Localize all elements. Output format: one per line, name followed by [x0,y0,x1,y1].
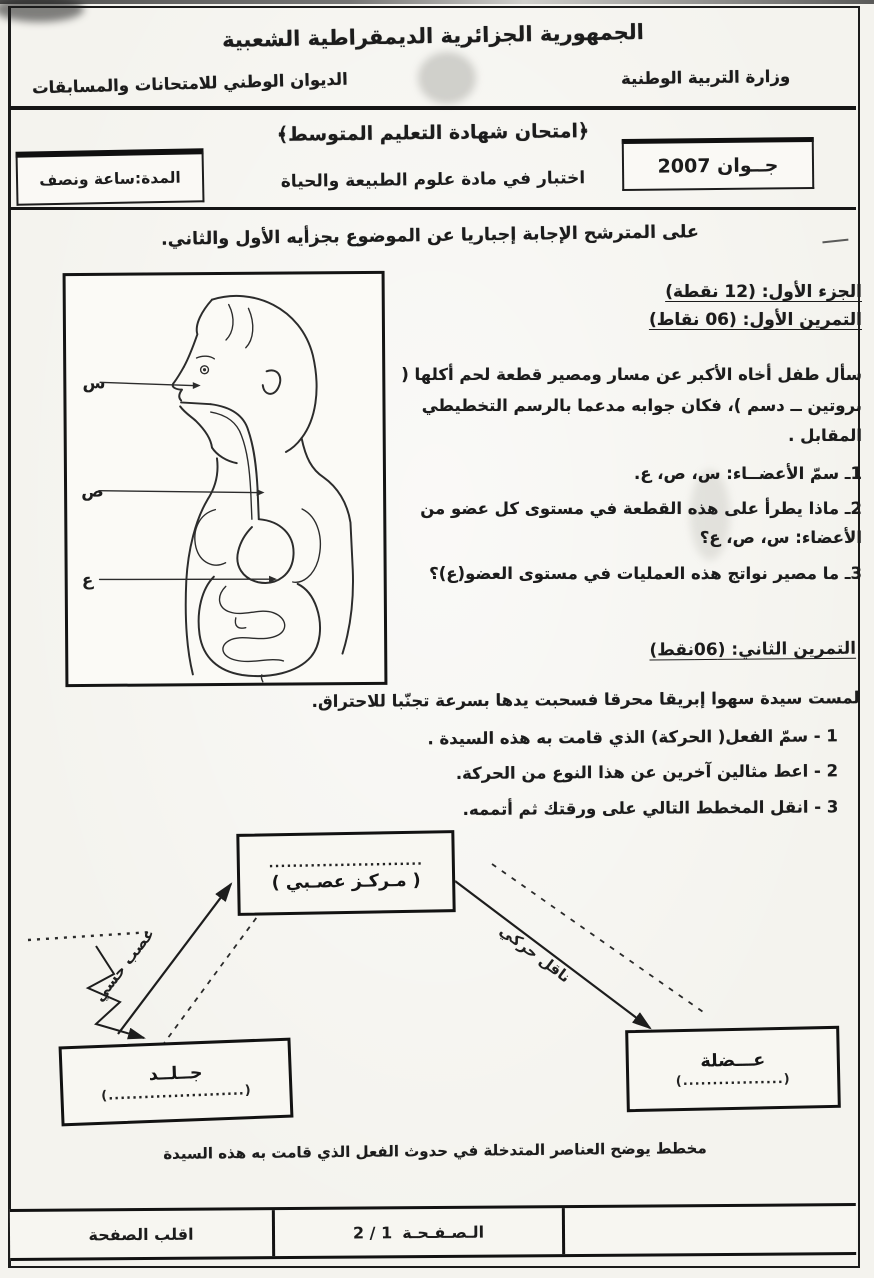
exercise2-heading: التمرين الثاني: (06نقط) [649,638,857,661]
page-footer [10,1203,856,1261]
callout-line-intestine [100,578,270,580]
figure-label-seen: س [82,372,106,393]
child-head-outline [172,295,317,463]
sensory-nerve-dashed-line [162,902,268,1046]
exercise1-heading: التمرين الأول: (06 نقاط) [648,310,862,330]
page-number: 2 / 1 [352,1222,393,1243]
nerve-center-blank: .......................... [268,853,424,871]
page-label: الـصـفـحـة [402,1222,485,1242]
exam-subject: اختبار في مادة علوم الطبيعة والحياة [280,168,586,192]
callout-line-mouth [100,382,193,387]
callout-line-stomach [99,490,257,494]
scan-mark [822,231,849,244]
exercise1-question-3: 3ـ ما مصير نواتج هذه العمليات في مستوى العضو(ع)؟ [429,564,862,584]
figure-label-ain: ع [81,569,94,590]
figure-callouts [80,371,277,589]
skin-blank: (.......................) [100,1082,252,1104]
part1-column [396,282,862,596]
turn-page-cell [10,1210,272,1258]
digestive-system-figure [66,274,385,684]
exercise2-question-1: 1 - سمّ الفعل( الحركة) الذي قامت به هذه السيدة . [427,725,838,748]
motor-nerve-label: ناقل حركي [496,921,574,987]
exercise2-intro: لمست سيدة سهوا إبريقا محرقا فسحبت يدها بسرعة تجنّبا للاحتراق. [311,688,860,712]
header-exam [10,114,856,210]
session-label: جــوان 2007 [657,153,779,178]
exam-title: ﴿امتحان شهادة التعليم المتوسط﴾ [276,120,590,146]
footer-empty-cell [565,1206,856,1254]
part1-heading: الجزء الأول: (12 نقطة) [665,282,862,302]
exercise1-question-2: 2ـ ماذا يطرأ على هذه القطعة في مستوى كل عضو من الأعضاء: س، ص، ع؟ [420,499,862,548]
muscle-box [625,1026,841,1112]
skin-label: جــلــد [148,1062,203,1085]
exercise2-block [55,683,860,835]
diagram-caption: مخطط يوضح العناصر المتدخلة في حدوث الفعل الذي قامت به هذه السيدة [163,1139,707,1163]
header-official [10,8,856,110]
spacer [396,338,862,360]
duration-label: المدة:ساعة ونصف [39,168,181,190]
skin-box [59,1038,294,1127]
session-box [622,137,815,191]
sensory-nerve-label: عصب حسي [90,924,159,1005]
exams-office-label: الديوان الوطني للامتحانات والمسابقات [31,69,349,98]
anatomy-figure-box [63,271,388,687]
muscle-label: عـــضلة [700,1049,766,1072]
candidate-instruction: على المترشح الإجابة إجباريا عن الموضوع بجزأيه الأول والثاني. [160,222,700,250]
child-torso-outline [185,438,354,675]
ministry-label: وزارة التربية الوطنية [620,66,791,89]
duration-box [15,148,204,206]
reflex-arc-diagram [0,818,874,1130]
scan-edge-artifact [0,0,874,4]
figure-label-sad: ص [81,480,104,501]
muscle-blank: (.................) [675,1071,791,1089]
republic-title: الجمهورية الجزائرية الديمقراطية الشعبية [221,19,645,53]
page-number-cell [272,1208,565,1256]
callout-arrowhead [257,489,265,496]
digestive-tract [194,403,321,682]
exercise1-intro: سأل طفل أخاه الأكبر عن مسار ومصير قطعة لحم أكلها ( بروتين ــ دسم )، فكان جوابه مدعما بالرسم التخطيطي المقابل . [401,365,862,446]
exercise2-question-2: 2 - اعط مثالين آخرين عن هذا النوع من الحركة. [455,761,839,784]
exercise2-question-3: 3 - انقل المخطط التالي على ورقتك ثم أتممه. [462,797,839,820]
nerve-center-box [236,830,455,916]
turn-page-label: اقلب الصفحة [88,1224,194,1244]
callout-arrowhead [193,382,201,389]
exercise1-question-1: 1ـ سمّ الأعضــاء: س، ص، ع. [633,463,862,483]
nerve-center-label: ( مـركـز عصـبي ) [271,870,421,893]
